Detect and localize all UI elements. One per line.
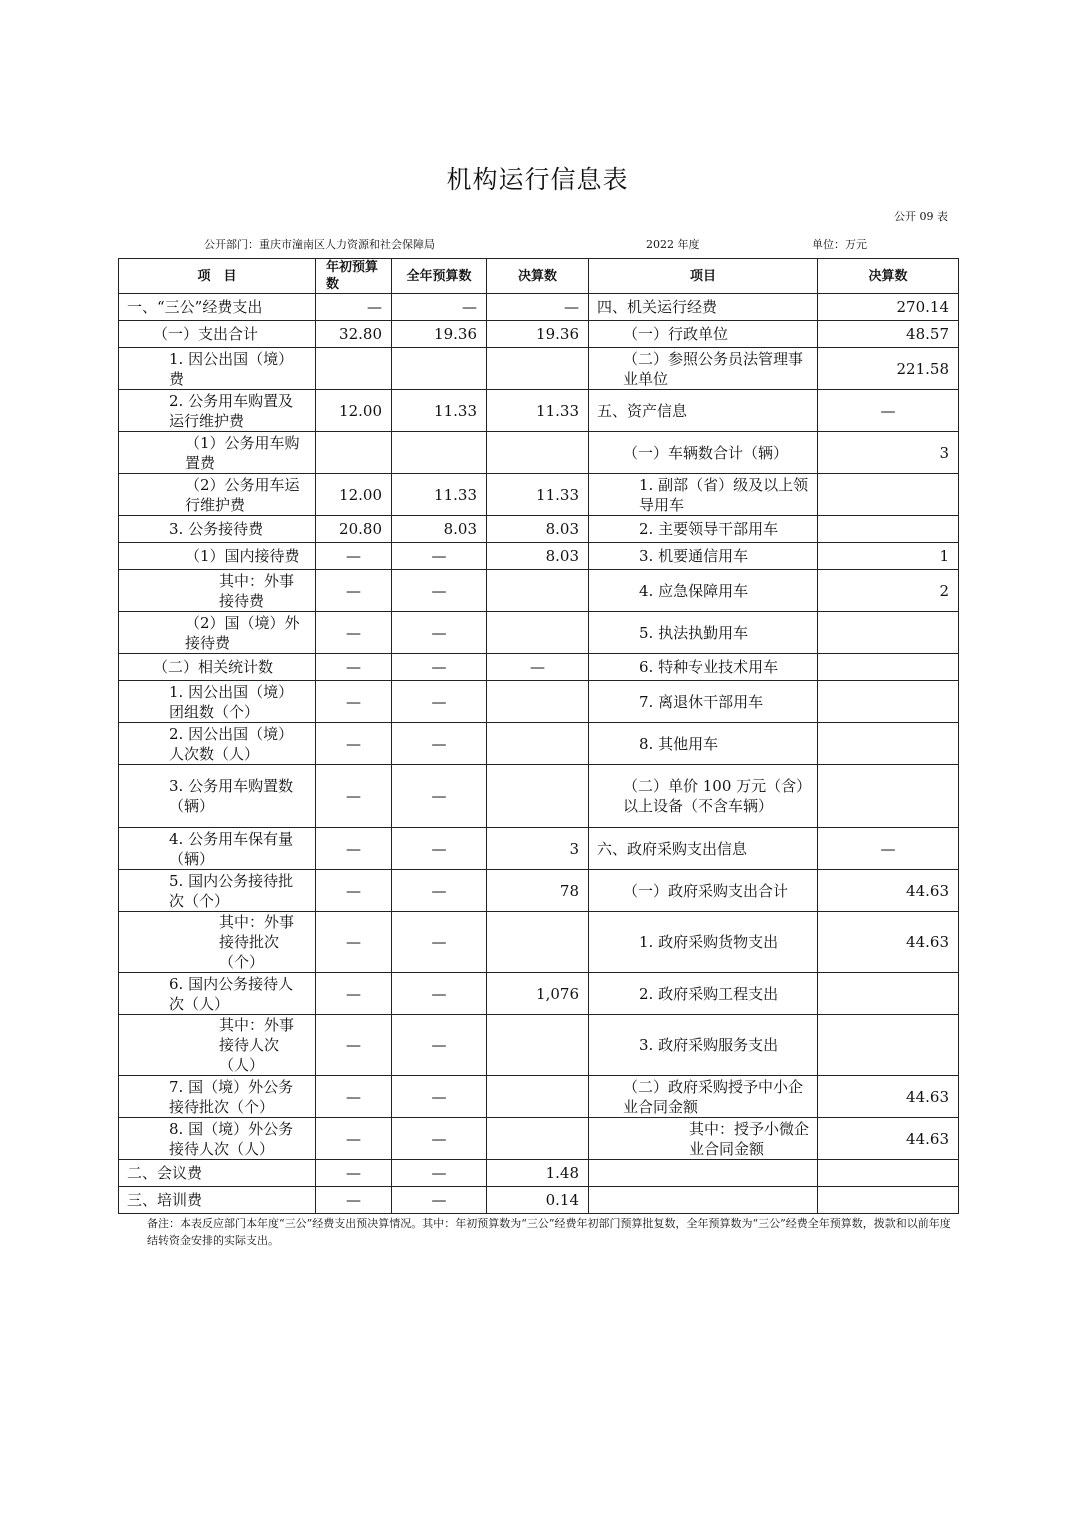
initial-budget-cell: — xyxy=(316,1076,392,1118)
final2-cell: 48.57 xyxy=(818,321,959,348)
table-row xyxy=(119,321,959,348)
full-budget-cell: — xyxy=(392,612,487,654)
full-budget-cell: — xyxy=(392,870,487,912)
table-row xyxy=(119,570,959,612)
item-cell: 一、“三公”经费支出 xyxy=(119,294,316,321)
initial-budget-cell: — xyxy=(316,828,392,870)
table-row xyxy=(119,612,959,654)
initial-budget-cell: — xyxy=(316,294,392,321)
full-budget-cell: — xyxy=(392,828,487,870)
item2-cell: 8. 其他用车 xyxy=(589,723,818,765)
initial-budget-cell: 20.80 xyxy=(316,516,392,543)
final-cell xyxy=(487,723,589,765)
final-cell xyxy=(487,348,589,390)
initial-budget-cell xyxy=(316,348,392,390)
item2-cell: 6. 特种专业技术用车 xyxy=(589,654,818,681)
item-cell: 3. 公务接待费 xyxy=(119,516,316,543)
item2-cell: 2. 主要领导干部用车 xyxy=(589,516,818,543)
table-row xyxy=(119,474,959,516)
item-cell: 2. 公务用车购置及运行维护费 xyxy=(119,390,316,432)
final-cell: — xyxy=(487,654,589,681)
item2-cell: 1. 政府采购货物支出 xyxy=(589,912,818,973)
full-budget-cell xyxy=(392,432,487,474)
full-budget-cell: 11.33 xyxy=(392,390,487,432)
full-budget-cell: 11.33 xyxy=(392,474,487,516)
item2-cell: （一）车辆数合计（辆） xyxy=(589,432,818,474)
item2-cell: （一）政府采购支出合计 xyxy=(589,870,818,912)
form-code: 公开 09 表 xyxy=(894,210,948,223)
final2-cell xyxy=(818,723,959,765)
final-cell: 1.48 xyxy=(487,1160,589,1187)
item2-cell: 3. 政府采购服务支出 xyxy=(589,1015,818,1076)
item2-cell: （一）行政单位 xyxy=(589,321,818,348)
table-row xyxy=(119,912,959,973)
final2-cell: — xyxy=(818,828,959,870)
item-cell: （2）公务用车运行维护费 xyxy=(119,474,316,516)
item-cell: （二）相关统计数 xyxy=(119,654,316,681)
full-budget-cell: — xyxy=(392,681,487,723)
final2-cell: 44.63 xyxy=(818,1118,959,1160)
item-cell: 3. 公务用车购置数（辆） xyxy=(119,765,316,828)
final-cell: 11.33 xyxy=(487,390,589,432)
initial-budget-cell xyxy=(316,432,392,474)
final2-cell xyxy=(818,765,959,828)
final-cell: 8.03 xyxy=(487,516,589,543)
full-budget-cell: — xyxy=(392,543,487,570)
initial-budget-cell: — xyxy=(316,681,392,723)
item2-cell: 4. 应急保障用车 xyxy=(589,570,818,612)
table-row xyxy=(119,294,959,321)
item-cell: （1）公务用车购置费 xyxy=(119,432,316,474)
initial-budget-cell: — xyxy=(316,570,392,612)
item-cell: （2）国（境）外接待费 xyxy=(119,612,316,654)
item-cell: （一）支出合计 xyxy=(119,321,316,348)
final-cell xyxy=(487,1118,589,1160)
item2-cell: 2. 政府采购工程支出 xyxy=(589,973,818,1015)
item2-cell xyxy=(589,1160,818,1187)
item-cell: 2. 因公出国（境）人次数（人） xyxy=(119,723,316,765)
final-cell: — xyxy=(487,294,589,321)
table-row xyxy=(119,516,959,543)
full-budget-cell: — xyxy=(392,973,487,1015)
final2-cell xyxy=(818,612,959,654)
item-cell: 8. 国（境）外公务接待人次（人） xyxy=(119,1118,316,1160)
item2-cell: （二）参照公务员法管理事业单位 xyxy=(589,348,818,390)
initial-budget-cell: — xyxy=(316,654,392,681)
full-budget-cell: 8.03 xyxy=(392,516,487,543)
final-cell: 78 xyxy=(487,870,589,912)
header-item-2: 项目 xyxy=(589,259,818,294)
full-budget-cell: — xyxy=(392,1076,487,1118)
initial-budget-cell: — xyxy=(316,870,392,912)
unit-label: 单位：万元 xyxy=(812,238,867,251)
full-budget-cell: — xyxy=(392,1015,487,1076)
table-row xyxy=(119,870,959,912)
item2-cell: 1. 副部（省）级及以上领导用车 xyxy=(589,474,818,516)
final2-cell xyxy=(818,1160,959,1187)
header-full-budget: 全年预算数 xyxy=(392,259,487,294)
table-row xyxy=(119,543,959,570)
final-cell: 11.33 xyxy=(487,474,589,516)
final2-cell: 1 xyxy=(818,543,959,570)
header-initial-budget: 年初预算数 xyxy=(316,259,392,294)
item2-cell: 其中：授予小微企业合同金额 xyxy=(589,1118,818,1160)
operations-info-table xyxy=(118,258,959,1214)
final-cell: 3 xyxy=(487,828,589,870)
header-final-2: 决算数 xyxy=(818,259,959,294)
table-row xyxy=(119,1118,959,1160)
item2-cell xyxy=(589,1187,818,1214)
final2-cell xyxy=(818,1187,959,1214)
final2-cell: 2 xyxy=(818,570,959,612)
item-cell: 1. 因公出国（境）费 xyxy=(119,348,316,390)
item2-cell: （二）单价 100 万元（含）以上设备（不含车辆） xyxy=(589,765,818,828)
header-item: 项 目 xyxy=(119,259,316,294)
item-cell: 1. 因公出国（境）团组数（个） xyxy=(119,681,316,723)
final-cell xyxy=(487,1076,589,1118)
full-budget-cell: — xyxy=(392,570,487,612)
initial-budget-cell: — xyxy=(316,723,392,765)
item-cell: 其中：外事接待费 xyxy=(119,570,316,612)
final2-cell: 3 xyxy=(818,432,959,474)
full-budget-cell: — xyxy=(392,723,487,765)
final-cell xyxy=(487,765,589,828)
item-cell: 二、会议费 xyxy=(119,1160,316,1187)
initial-budget-cell: — xyxy=(316,1015,392,1076)
final2-cell: 44.63 xyxy=(818,1076,959,1118)
table-row xyxy=(119,390,959,432)
initial-budget-cell: — xyxy=(316,1118,392,1160)
item-cell: 7. 国（境）外公务接待批次（个） xyxy=(119,1076,316,1118)
full-budget-cell: — xyxy=(392,912,487,973)
table-row xyxy=(119,765,959,828)
final2-cell xyxy=(818,681,959,723)
table-row xyxy=(119,654,959,681)
final2-cell: 270.14 xyxy=(818,294,959,321)
full-budget-cell: — xyxy=(392,1118,487,1160)
full-budget-cell xyxy=(392,348,487,390)
full-budget-cell: — xyxy=(392,765,487,828)
final2-cell: 44.63 xyxy=(818,870,959,912)
item-cell: 6. 国内公务接待人次（人） xyxy=(119,973,316,1015)
item-cell: （1）国内接待费 xyxy=(119,543,316,570)
final-cell xyxy=(487,681,589,723)
final2-cell xyxy=(818,973,959,1015)
table-row xyxy=(119,1187,959,1214)
item-cell: 5. 国内公务接待批次（个） xyxy=(119,870,316,912)
final2-cell xyxy=(818,474,959,516)
final2-cell: — xyxy=(818,390,959,432)
table-row xyxy=(119,973,959,1015)
page-title: 机构运行信息表 xyxy=(446,165,629,194)
initial-budget-cell: — xyxy=(316,765,392,828)
final-cell xyxy=(487,432,589,474)
table-row xyxy=(119,681,959,723)
initial-budget-cell: — xyxy=(316,912,392,973)
table-row xyxy=(119,1015,959,1076)
final2-cell: 221.58 xyxy=(818,348,959,390)
item2-cell: 四、机关运行经费 xyxy=(589,294,818,321)
initial-budget-cell: 32.80 xyxy=(316,321,392,348)
full-budget-cell: — xyxy=(392,294,487,321)
initial-budget-cell: 12.00 xyxy=(316,474,392,516)
footnote: 备注：本表反应部门本年度“三公”经费支出预决算情况。其中：年初预算数为“三公”经费年初部门预算批复数，全年预算数为“三公”经费全年预算数，拨款和以前年度结转资金安排的实际支出。 xyxy=(147,1217,951,1247)
initial-budget-cell: — xyxy=(316,543,392,570)
final-cell: 0.14 xyxy=(487,1187,589,1214)
table-row xyxy=(119,432,959,474)
table-row xyxy=(119,348,959,390)
item2-cell: 3. 机要通信用车 xyxy=(589,543,818,570)
final-cell xyxy=(487,912,589,973)
initial-budget-cell: — xyxy=(316,612,392,654)
full-budget-cell: 19.36 xyxy=(392,321,487,348)
final-cell: 1,076 xyxy=(487,973,589,1015)
item2-cell: 5. 执法执勤用车 xyxy=(589,612,818,654)
item-cell: 其中：外事接待人次（人） xyxy=(119,1015,316,1076)
table-row xyxy=(119,723,959,765)
table-row xyxy=(119,828,959,870)
final2-cell xyxy=(818,516,959,543)
item2-cell: （二）政府采购授予中小企业合同金额 xyxy=(589,1076,818,1118)
final2-cell: 44.63 xyxy=(818,912,959,973)
item-cell: 4. 公务用车保有量（辆） xyxy=(119,828,316,870)
initial-budget-cell: — xyxy=(316,1187,392,1214)
item-cell: 三、培训费 xyxy=(119,1187,316,1214)
initial-budget-cell: 12.00 xyxy=(316,390,392,432)
final-cell xyxy=(487,1015,589,1076)
full-budget-cell: — xyxy=(392,1160,487,1187)
item2-cell: 7. 离退休干部用车 xyxy=(589,681,818,723)
item-cell: 其中：外事接待批次（个） xyxy=(119,912,316,973)
full-budget-cell: — xyxy=(392,1187,487,1214)
header-final: 决算数 xyxy=(487,259,589,294)
item2-cell: 五、资产信息 xyxy=(589,390,818,432)
item2-cell: 六、政府采购支出信息 xyxy=(589,828,818,870)
final-cell: 8.03 xyxy=(487,543,589,570)
final2-cell xyxy=(818,1015,959,1076)
initial-budget-cell: — xyxy=(316,973,392,1015)
department-label: 公开部门：重庆市潼南区人力资源和社会保障局 xyxy=(204,238,435,251)
final-cell xyxy=(487,612,589,654)
table-row xyxy=(119,1160,959,1187)
table-row xyxy=(119,1076,959,1118)
year-label: 2022 年度 xyxy=(646,238,700,251)
initial-budget-cell: — xyxy=(316,1160,392,1187)
final-cell: 19.36 xyxy=(487,321,589,348)
full-budget-cell: — xyxy=(392,654,487,681)
final2-cell xyxy=(818,654,959,681)
final-cell xyxy=(487,570,589,612)
